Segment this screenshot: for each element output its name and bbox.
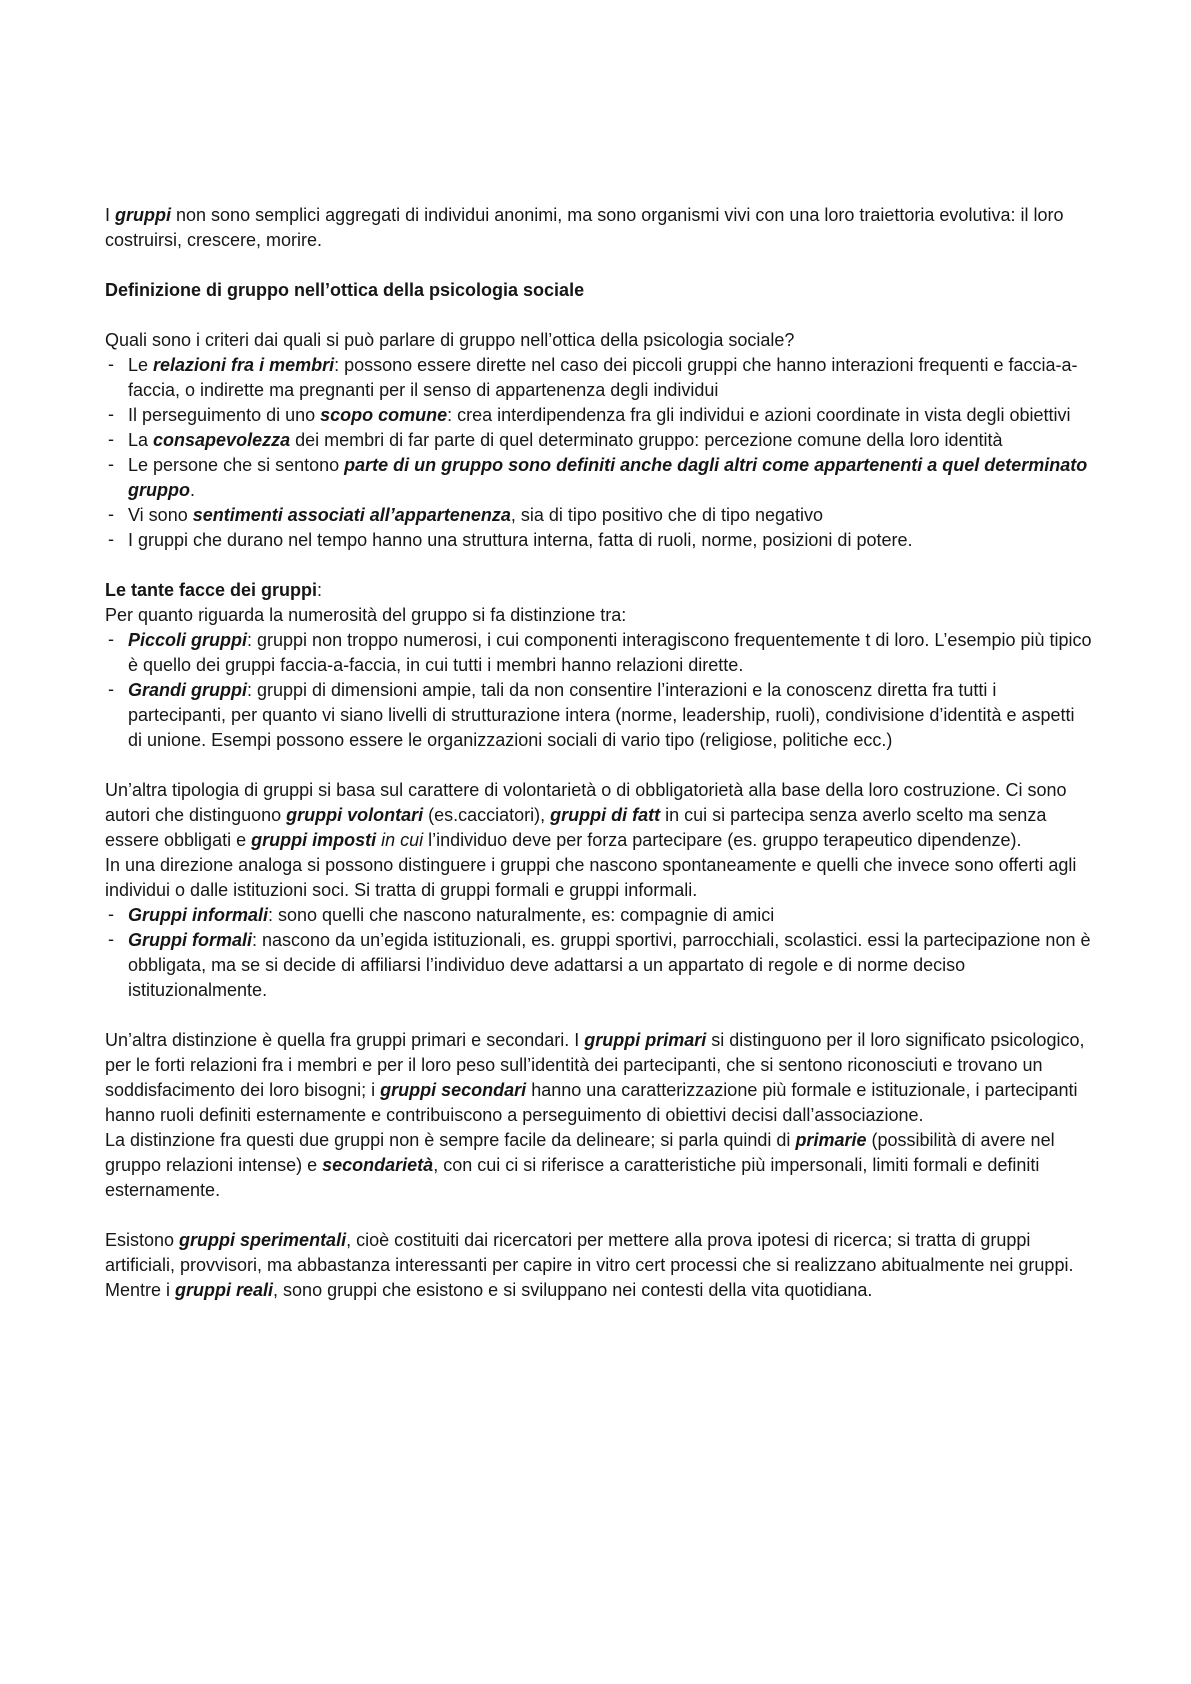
gruppi-sperimentali-paragraph: Esistono gruppi sperimentali, cioè costituiti dai ricercatori per mettere alla prova ipotesi di ricerca; si tratta di gruppi artificiali, provvisori, ma abbastanza interessanti per capire in vitro cert processi che si realizzano abitualmente nei gruppi. Mentre i gruppi reali, sono gruppi che esistono e si sviluppano nei contesti della vita quotidiana. — [105, 1230, 1074, 1300]
formal-informal-list — [105, 903, 1093, 1003]
list-item-gruppi-informali: - Gruppi informali: sono quelli che nascono naturalmente, es: compagnie di amici — [105, 903, 1093, 928]
section-heading-definizione: Definizione di gruppo nell’ottica della psicologia sociale — [105, 280, 585, 300]
list-item-grandi-gruppi: - Grandi gruppi: gruppi di dimensioni ampie, tali da non consentire l’interazioni e la conoscenz diretta fra tutti i partecipanti, per quanto vi siano livelli di strutturazione intera (norme, leadership, ruoli), condivisione d’identità e aspetti di unione. Esempi possono essere le organizzazioni sociali di vario tipo (religiose, politiche ecc.) — [105, 678, 1093, 753]
list-item-struttura-interna: - I gruppi che durano nel tempo hanno una struttura interna, fatta di ruoli, norme, posizioni di potere. — [105, 528, 1093, 553]
list-item-gruppi-formali: - Gruppi formali: nascono da un’egida istituzionali, es. gruppi sportivi, parrocchiali, scolastici. essi la partecipazione non è obbligata, ma se si decide di affiliarsi l’individuo deve adattarsi a un appartato di regole e di norme deciso istituzionalmente. — [105, 928, 1093, 1003]
criteria-list — [105, 353, 1093, 553]
primarie-secondarieta-paragraph: La distinzione fra questi due gruppi non è sempre facile da delineare; si parla quindi di primarie (possibilità di avere nel gruppo relazioni intense) e secondarietà, con cui ci si riferisce a caratteristiche più impersonali, limiti formali e definiti esternamente. — [105, 1130, 1055, 1200]
section-heading-tante-facce: Le tante facce dei gruppi: — [105, 580, 323, 600]
tipologia-paragraph: Un’altra tipologia di gruppi si basa sul carattere di volontarietà o di obbligatorietà alla base della loro costruzione. Ci sono autori che distinguono gruppi volontari (es.cacciatori), gruppi di fatt in cui si partecipa senza averlo scelto ma senza essere obbligati e gruppi imposti in cui l’individuo deve per forza partecipare (es. gruppo terapeutico dipendenze). — [105, 780, 1067, 850]
intro-paragraph: I gruppi non sono semplici aggregati di individui anonimi, ma sono organismi vivi con una loro traiettoria evolutiva: il loro costruirsi, crescere, morire. — [105, 205, 1064, 250]
list-item-relazioni: - Le relazioni fra i membri: possono essere dirette nel caso dei piccoli gruppi che hanno interazioni frequenti e faccia-a-faccia, o indirette ma pregnanti per il senso di appartenenza degli individui — [105, 353, 1093, 403]
direzione-analoga-paragraph: In una direzione analoga si possono distinguere i gruppi che nascono spontaneamente e quelli che invece sono offerti agli individui o dalle istituzioni soci. Si tratta di gruppi formali e gruppi informali. — [105, 855, 1077, 900]
facce-intro-line: Per quanto riguarda la numerosità del gruppo si fa distinzione tra: — [105, 605, 627, 625]
list-item-parte-di-gruppo: - Le persone che si sentono parte di un gruppo sono definiti anche dagli altri come appartenenti a quel determinato gruppo. — [105, 453, 1093, 503]
list-item-consapevolezza: - La consapevolezza dei membri di far parte di quel determinato gruppo: percezione comune della loro identità — [105, 428, 1093, 453]
criteria-question: Quali sono i criteri dai quali si può parlare di gruppo nell’ottica della psicologia sociale? — [105, 330, 795, 350]
size-list — [105, 628, 1093, 753]
primari-secondari-paragraph: Un’altra distinzione è quella fra gruppi primari e secondari. I gruppi primari si distinguono per il loro significato psicologico, per le forti relazioni fra i membri e per il loro peso sull’identità dei partecipanti, che si sentono riconosciuti e trovano un soddisfacimento dei loro bisogni; i gruppi secondari hanno una caratterizzazione più formale e istituzionale, i partecipanti hanno ruoli definiti esternamente e contribuiscono a perseguimento di obiettivi decisi dall’associazione. — [105, 1030, 1085, 1125]
list-item-scopo-comune: - Il perseguimento di uno scopo comune: crea interdipendenza fra gli individui e azioni coordinate in vista degli obiettivi — [105, 403, 1093, 428]
list-item-piccoli-gruppi: - Piccoli gruppi: gruppi non troppo numerosi, i cui componenti interagiscono frequentemente t di loro. L’esempio più tipico è quello dei gruppi faccia-a-faccia, in cui tutti i membri hanno relazioni dirette. — [105, 628, 1093, 678]
list-item-sentimenti: - Vi sono sentimenti associati all’appartenenza, sia di tipo positivo che di tipo negativo — [105, 503, 1093, 528]
